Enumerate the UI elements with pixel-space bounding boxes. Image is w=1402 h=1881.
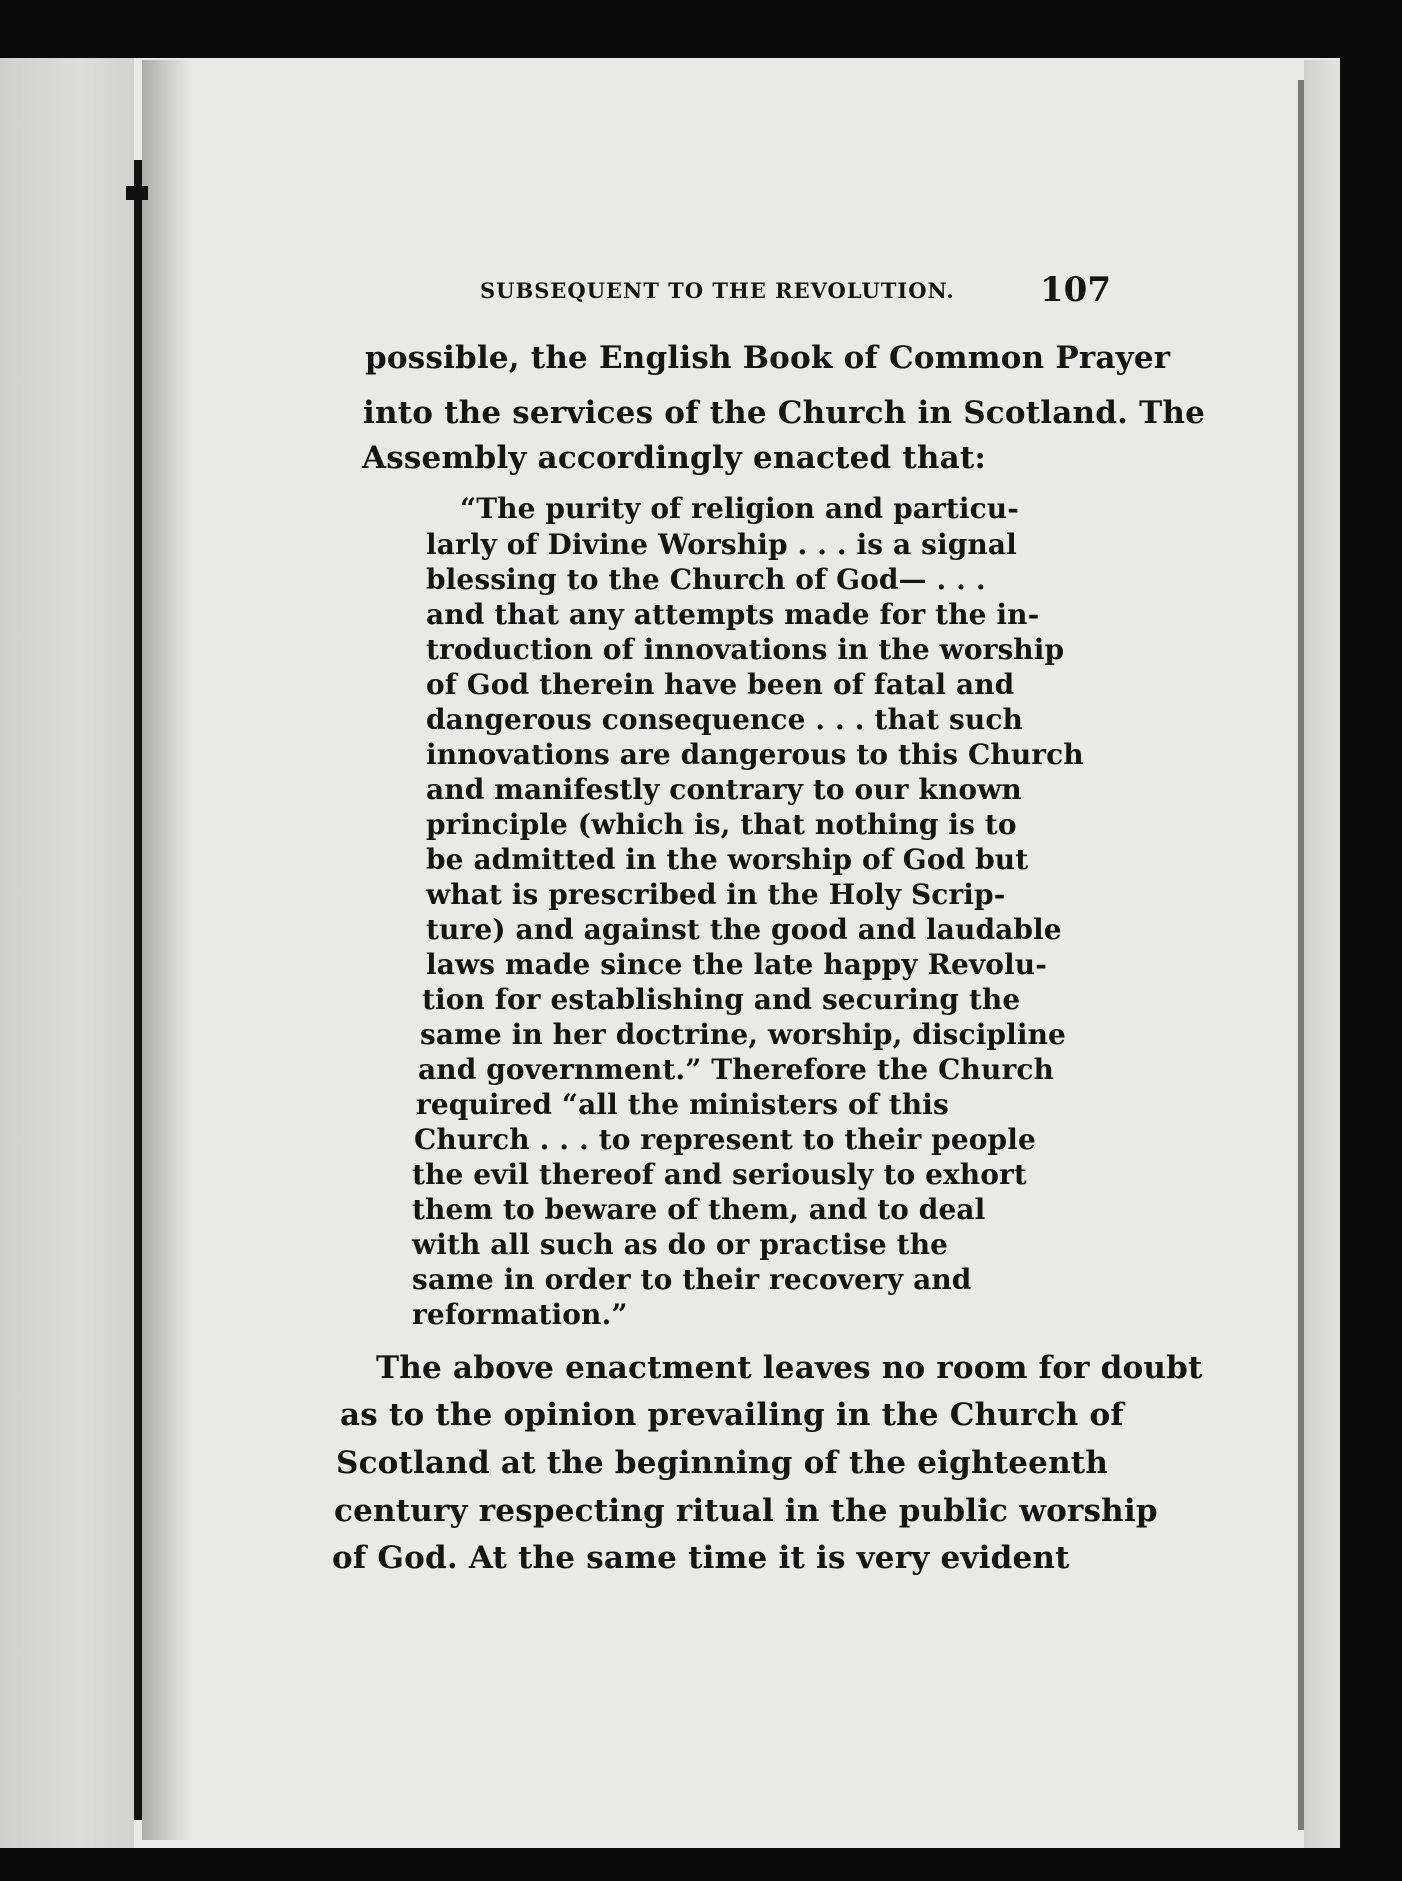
gutter-shadow <box>142 60 192 1840</box>
quote-line: laws made since the late happy Revolu- <box>426 948 1047 981</box>
quote-line: ture) and against the good and laudable <box>426 913 1062 946</box>
quote-line: required “all the ministers of this <box>416 1088 949 1121</box>
text-line: as to the opinion prevailing in the Church of <box>340 1397 1124 1433</box>
quote-line: and that any attempts made for the in- <box>426 598 1040 631</box>
text-line: Scotland at the beginning of the eighteenth <box>336 1445 1109 1481</box>
text-line: The above enactment leaves no room for doubt <box>376 1350 1203 1386</box>
quote-line: dangerous consequence . . . that such <box>426 703 1023 736</box>
quote-line: and manifestly contrary to our known <box>426 773 1022 806</box>
facing-page-edge <box>0 58 134 1848</box>
quote-line: Church . . . to represent to their people <box>414 1123 1036 1156</box>
quote-line: “The purity of religion and particu- <box>460 492 1019 525</box>
quote-line: the evil thereof and seriously to exhort <box>412 1158 1027 1191</box>
book-gutter <box>134 160 142 1820</box>
text-line: into the services of the Church in Scotland. The <box>363 395 1206 431</box>
quote-line: innovations are dangerous to this Church <box>426 738 1084 771</box>
quote-line: be admitted in the worship of God but <box>426 843 1029 876</box>
quote-line: same in order to their recovery and <box>412 1263 972 1296</box>
quote-line: them to beware of them, and to deal <box>412 1193 986 1226</box>
quote-line: larly of Divine Worship . . . is a signal <box>426 528 1017 561</box>
gutter-mark <box>126 186 148 200</box>
quote-line: same in her doctrine, worship, discipline <box>420 1018 1066 1051</box>
page-stack-edge <box>1304 60 1340 1848</box>
quote-line: blessing to the Church of God— . . . <box>426 563 986 596</box>
page-number: 107 <box>1040 270 1111 310</box>
quote-line: of God therein have been of fatal and <box>426 668 1015 701</box>
text-line: century respecting ritual in the public worship <box>334 1493 1158 1529</box>
quote-line: reformation.” <box>412 1298 628 1331</box>
quote-line: and government.” Therefore the Church <box>418 1053 1054 1086</box>
page-edge-line <box>1298 80 1304 1830</box>
running-head: SUBSEQUENT TO THE REVOLUTION. <box>480 278 955 303</box>
quote-line: with all such as do or practise the <box>412 1228 949 1261</box>
text-line: Assembly accordingly enacted that: <box>362 440 987 476</box>
quote-line: troduction of innovations in the worship <box>426 633 1065 666</box>
quote-line: principle (which is, that nothing is to <box>426 808 1017 841</box>
quote-line: tion for establishing and securing the <box>422 983 1021 1016</box>
quote-line: what is prescribed in the Holy Scrip- <box>426 878 1006 911</box>
text-line: of God. At the same time it is very evident <box>332 1540 1070 1576</box>
text-line: possible, the English Book of Common Prayer <box>365 340 1171 376</box>
